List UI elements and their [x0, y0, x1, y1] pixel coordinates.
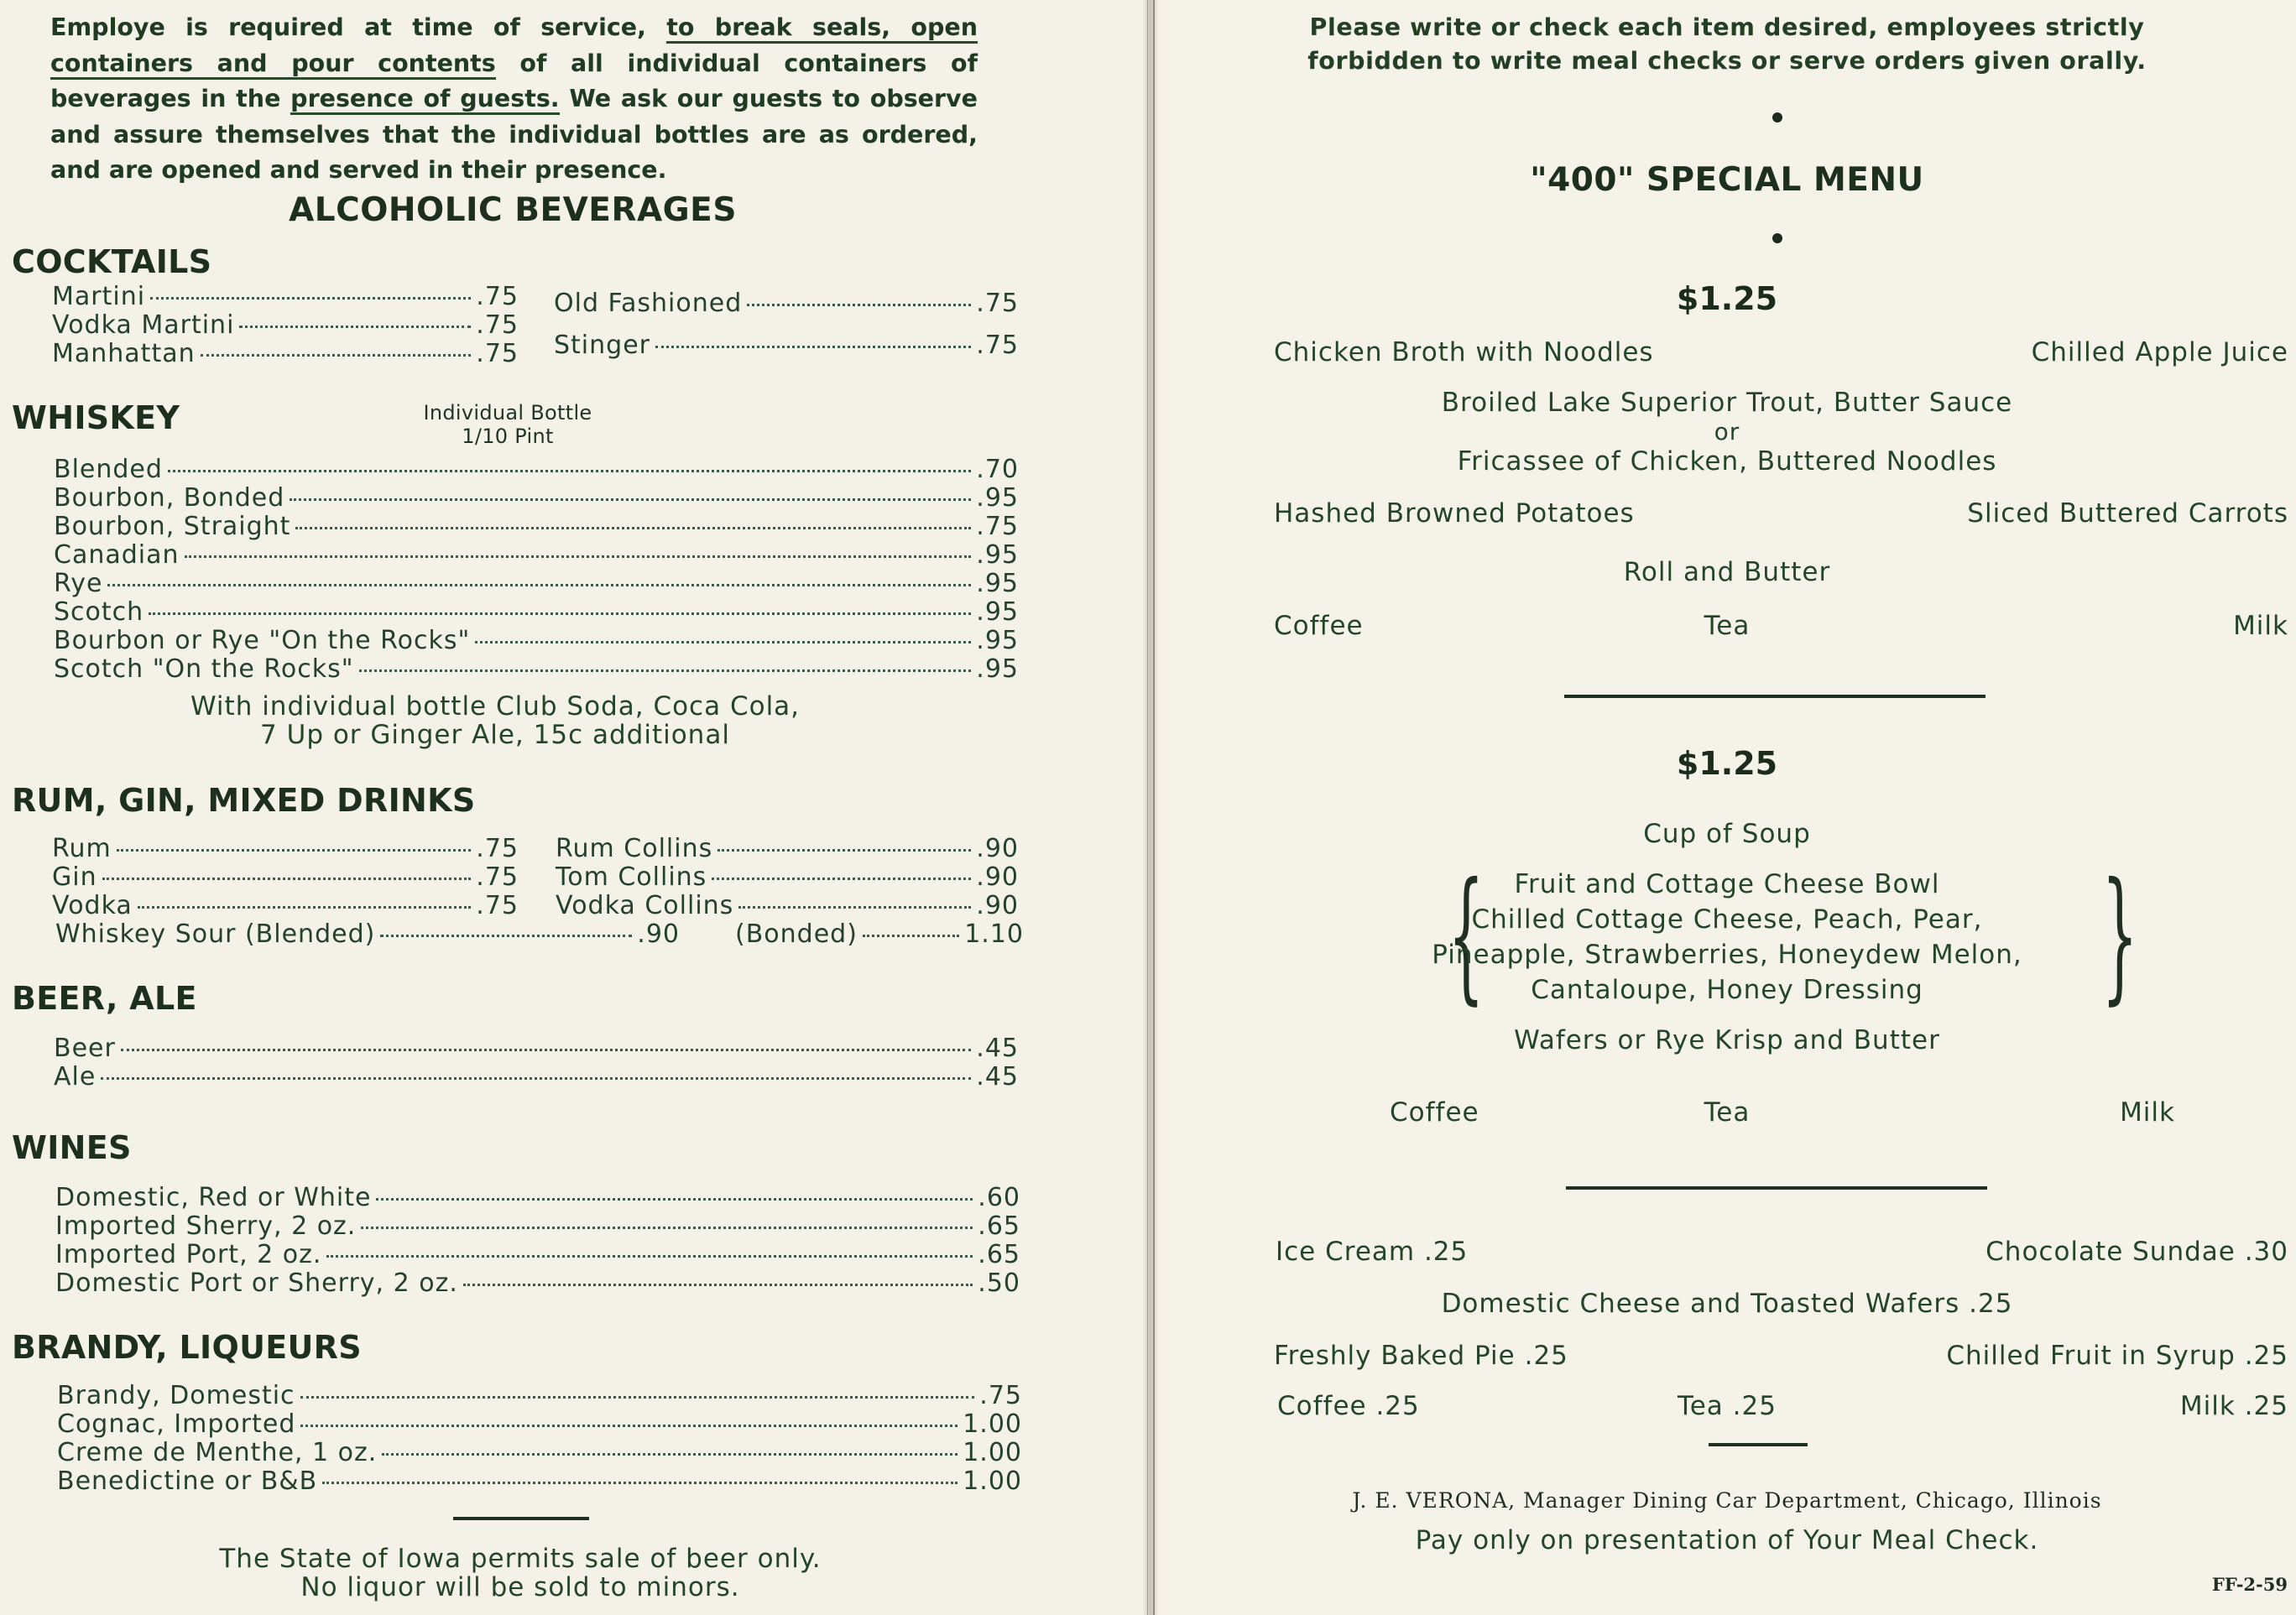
menu1-side1: Hashed Browned Potatoes — [1274, 498, 1635, 529]
cocktails-heading: COCKTAILS — [12, 243, 212, 280]
section-divider — [1566, 1186, 1987, 1190]
menu-item — [735, 920, 1024, 948]
menu-item — [54, 455, 1019, 483]
item-price: .70 — [976, 455, 1019, 484]
service-notice-underlined2: presence of guests. — [290, 85, 559, 115]
item-name: Scotch — [54, 597, 144, 627]
form-code: FF-2-59 — [2211, 1574, 2288, 1595]
item-name: Bourbon or Rye "On the Rocks" — [54, 626, 471, 655]
leader-dots — [149, 612, 971, 615]
menu-item — [57, 1409, 1022, 1438]
leader-dots — [382, 1453, 958, 1456]
item-name: Rum Collins — [556, 834, 713, 863]
item-price: .90 — [976, 862, 1019, 892]
dessert-ice-cream: Ice Cream .25 — [1276, 1237, 1469, 1267]
bullet-ornament — [1772, 233, 1782, 243]
item-name: Whiskey Sour (Blended) — [55, 920, 376, 949]
menu-item — [52, 310, 519, 339]
leader-dots — [475, 641, 971, 643]
leader-dots — [150, 297, 471, 300]
item-name: Brandy, Domestic — [57, 1381, 295, 1410]
fold-line — [1147, 0, 1148, 1615]
item-price: .90 — [637, 920, 680, 949]
leader-dots — [712, 878, 971, 880]
item-name: Cognac, Imported — [57, 1409, 296, 1439]
right-page — [1158, 0, 2296, 1615]
leader-dots — [101, 1077, 971, 1080]
menu2-wafers: Wafers or Rye Krisp and Butter — [1514, 1025, 1940, 1055]
menu2-bowl-line2: Chilled Cottage Cheese, Peach, Pear, — [1471, 904, 1983, 935]
service-notice-part2: of all individual containers of beverages in the — [50, 49, 978, 112]
alcoholic-beverages-title: ALCOHOLIC BEVERAGES — [289, 191, 737, 229]
item-variant: (Bonded) — [735, 920, 858, 949]
item-price: .65 — [978, 1211, 1020, 1241]
leader-dots — [718, 849, 971, 852]
leader-dots — [295, 527, 971, 529]
iowa-notice: The State of Iowa permits sale of beer only. — [219, 1544, 822, 1574]
item-name: Scotch "On the Rocks" — [54, 654, 354, 684]
menu-item — [54, 597, 1019, 626]
menu2-milk: Milk — [2120, 1097, 2175, 1128]
dessert-milk: Milk .25 — [2179, 1391, 2288, 1421]
menu-item — [55, 1211, 1020, 1240]
mixer-note-line2: 7 Up or Ginger Ale, 15c additional — [260, 720, 730, 750]
mixer-note-line1: With individual bottle Club Soda, Coca Cola, — [190, 691, 801, 722]
whiskey-note-line2: 1/10 Pint — [462, 425, 554, 448]
item-price: 1.00 — [963, 1409, 1022, 1439]
menu1-tea: Tea — [1704, 611, 1751, 641]
menu-item — [52, 862, 519, 891]
menu-item — [55, 1240, 1020, 1269]
leader-dots — [201, 354, 472, 357]
leader-dots — [121, 1049, 971, 1051]
item-name: Vodka Martini — [52, 310, 235, 340]
menu2-tea: Tea — [1704, 1097, 1751, 1128]
service-notice-underlined1: to break seals, open containers and pour contents — [50, 13, 978, 80]
menu-item — [57, 1467, 1022, 1495]
item-price: .75 — [476, 891, 519, 920]
order-notice-line1: Please write or check each item desired, employees strictly — [1309, 13, 2145, 41]
item-price: 1.10 — [964, 920, 1024, 949]
item-price: 1.00 — [963, 1467, 1022, 1496]
item-name: Creme de Menthe, 1 oz. — [57, 1438, 378, 1467]
menu2-soup: Cup of Soup — [1643, 819, 1811, 849]
dessert-fruit: Chilled Fruit in Syrup .25 — [1946, 1341, 2288, 1371]
menu-item — [554, 331, 1019, 359]
leader-dots — [380, 935, 632, 937]
menu-item — [54, 512, 1019, 540]
item-price: .95 — [976, 569, 1019, 598]
menu1-soup: Chicken Broth with Noodles — [1274, 337, 1654, 367]
leader-dots — [747, 304, 971, 306]
leader-dots — [185, 555, 972, 558]
item-price: .75 — [476, 310, 519, 340]
leader-dots — [376, 1198, 973, 1201]
right-brace: } — [2101, 852, 2138, 1018]
rum-gin-heading: RUM, GIN, MIXED DRINKS — [12, 782, 476, 819]
menu-item — [54, 569, 1019, 597]
menu1-side2: Sliced Buttered Carrots — [1967, 498, 2288, 529]
item-name: Stinger — [554, 331, 650, 360]
item-name: Domestic Port or Sherry, 2 oz. — [55, 1269, 458, 1298]
menu-item — [55, 920, 680, 948]
leader-dots — [738, 906, 971, 909]
item-price: .50 — [978, 1269, 1020, 1298]
item-name: Rye — [54, 569, 103, 598]
order-notice-line2: forbidden to write meal checks or serve orders given orally. — [1307, 47, 2147, 75]
wines-heading: WINES — [12, 1129, 132, 1166]
leader-dots — [239, 326, 471, 328]
menu-item — [52, 339, 519, 367]
menu2-bowl-line4: Cantaloupe, Honey Dressing — [1531, 975, 1923, 1005]
menu2-bowl-line1: Fruit and Cottage Cheese Bowl — [1514, 869, 1940, 899]
item-name: Imported Port, 2 oz. — [55, 1240, 322, 1269]
fold-line — [1153, 0, 1155, 1615]
menu2-price: $1.25 — [1676, 745, 1778, 782]
menu-item — [52, 282, 519, 310]
leader-dots — [107, 584, 971, 586]
menu1-entree2: Fricassee of Chicken, Buttered Noodles — [1457, 446, 1997, 477]
item-name: Beer — [54, 1034, 116, 1063]
menu1-bread: Roll and Butter — [1623, 557, 1831, 587]
item-price: .45 — [976, 1062, 1019, 1091]
item-name: Vodka Collins — [556, 891, 734, 920]
item-name: Ale — [54, 1062, 97, 1091]
dessert-cheese: Domestic Cheese and Toasted Wafers .25 — [1441, 1289, 2013, 1319]
item-price: 1.00 — [963, 1438, 1022, 1467]
leader-dots — [168, 470, 971, 472]
item-price: .90 — [976, 834, 1019, 863]
item-price: .95 — [976, 483, 1019, 513]
service-notice — [50, 10, 978, 189]
item-name: Old Fashioned — [554, 289, 743, 318]
menu-item — [57, 1381, 1022, 1409]
item-name: Rum — [52, 834, 112, 863]
item-name: Martini — [52, 282, 146, 311]
menu2-coffee: Coffee — [1390, 1097, 1479, 1128]
menu-item — [52, 834, 519, 862]
item-price: .60 — [978, 1183, 1020, 1212]
page-fold — [1143, 0, 1158, 1615]
leader-dots — [300, 1396, 975, 1399]
menu-item — [55, 1183, 1020, 1211]
leader-dots — [102, 878, 472, 880]
menu1-or: or — [1714, 418, 1740, 445]
item-name: Bourbon, Straight — [54, 512, 291, 541]
minors-notice: No liquor will be sold to minors. — [300, 1572, 740, 1602]
leader-dots — [300, 1425, 958, 1427]
item-price: .45 — [976, 1034, 1019, 1063]
whiskey-heading: WHISKEY — [12, 399, 180, 436]
section-divider — [1564, 695, 1986, 698]
item-price: .75 — [976, 331, 1019, 360]
item-price: .75 — [979, 1381, 1022, 1410]
menu-item — [54, 483, 1019, 512]
leader-dots — [138, 906, 471, 909]
item-price: .95 — [976, 654, 1019, 684]
menu-item — [556, 891, 1019, 920]
menu-item — [54, 626, 1019, 654]
manager-credit: J. E. VERONA, Manager Dining Car Department, Chicago, Illinois — [1352, 1488, 2102, 1513]
leader-dots — [655, 346, 971, 348]
item-price: .75 — [476, 282, 519, 311]
leader-dots — [326, 1255, 973, 1258]
menu-item — [54, 654, 1019, 683]
item-price: .95 — [976, 540, 1019, 570]
bullet-ornament — [1772, 112, 1782, 122]
menu1-juice: Chilled Apple Juice — [2031, 337, 2288, 367]
item-price: .75 — [476, 834, 519, 863]
menu1-entree1: Broiled Lake Superior Trout, Butter Sauce — [1441, 388, 2013, 418]
dessert-sundae: Chocolate Sundae .30 — [1986, 1237, 2288, 1267]
item-name: Manhattan — [52, 339, 196, 368]
leader-dots — [863, 935, 959, 937]
menu-item — [57, 1438, 1022, 1467]
item-price: .95 — [976, 626, 1019, 655]
item-name: Vodka — [52, 891, 133, 920]
item-name: Imported Sherry, 2 oz. — [55, 1211, 357, 1241]
item-price: .75 — [476, 862, 519, 892]
dessert-coffee: Coffee .25 — [1277, 1391, 1420, 1421]
service-notice-part1: Employe is required at time of service, — [50, 13, 646, 41]
whiskey-note-line1: Individual Bottle — [423, 401, 592, 425]
section-divider — [453, 1517, 589, 1520]
menu2-bowl-line3: Pineapple, Strawberries, Honeydew Melon, — [1432, 940, 2022, 970]
item-price: .90 — [976, 891, 1019, 920]
pay-notice: Pay only on presentation of Your Meal Check. — [1415, 1525, 2039, 1555]
item-price: .65 — [978, 1240, 1020, 1269]
menu-item — [554, 289, 1019, 317]
service-notice-part3: We ask our guests to observe and assure themselves that the individual bottles are as ordered, and are opened and served in their presence. — [50, 85, 978, 184]
leader-dots — [290, 498, 971, 501]
item-name: Domestic, Red or White — [55, 1183, 372, 1212]
leader-dots — [322, 1482, 958, 1484]
menu1-price: $1.25 — [1676, 280, 1778, 317]
special-menu-title: "400" SPECIAL MENU — [1530, 161, 1924, 199]
menu-item — [55, 1269, 1020, 1297]
item-name: Blended — [54, 455, 163, 484]
menu-item — [556, 834, 1019, 862]
item-price: .95 — [976, 597, 1019, 627]
dessert-tea: Tea .25 — [1678, 1391, 1777, 1421]
item-price: .75 — [476, 339, 519, 368]
leader-dots — [117, 849, 472, 852]
item-price: .75 — [976, 289, 1019, 318]
left-brace: { — [1448, 852, 1485, 1018]
item-name: Benedictine or B&B — [57, 1467, 318, 1496]
left-page — [0, 0, 1143, 1615]
item-name: Gin — [52, 862, 97, 892]
item-price: .75 — [976, 512, 1019, 541]
menu-item — [54, 1062, 1019, 1091]
menu1-coffee: Coffee — [1274, 611, 1364, 641]
menu1-milk: Milk — [2233, 611, 2288, 641]
section-divider — [1709, 1443, 1808, 1446]
dessert-pie: Freshly Baked Pie .25 — [1274, 1341, 1568, 1371]
menu-item — [52, 891, 519, 920]
item-name: Canadian — [54, 540, 180, 570]
item-name: Tom Collins — [556, 862, 707, 892]
menu-item — [54, 1034, 1019, 1062]
brandy-liqueurs-heading: BRANDY, LIQUEURS — [12, 1329, 362, 1366]
leader-dots — [359, 669, 972, 672]
menu-item — [556, 862, 1019, 891]
item-name: Bourbon, Bonded — [54, 483, 285, 513]
leader-dots — [463, 1284, 973, 1286]
beer-ale-heading: BEER, ALE — [12, 980, 197, 1017]
menu-item — [54, 540, 1019, 569]
leader-dots — [361, 1227, 973, 1229]
